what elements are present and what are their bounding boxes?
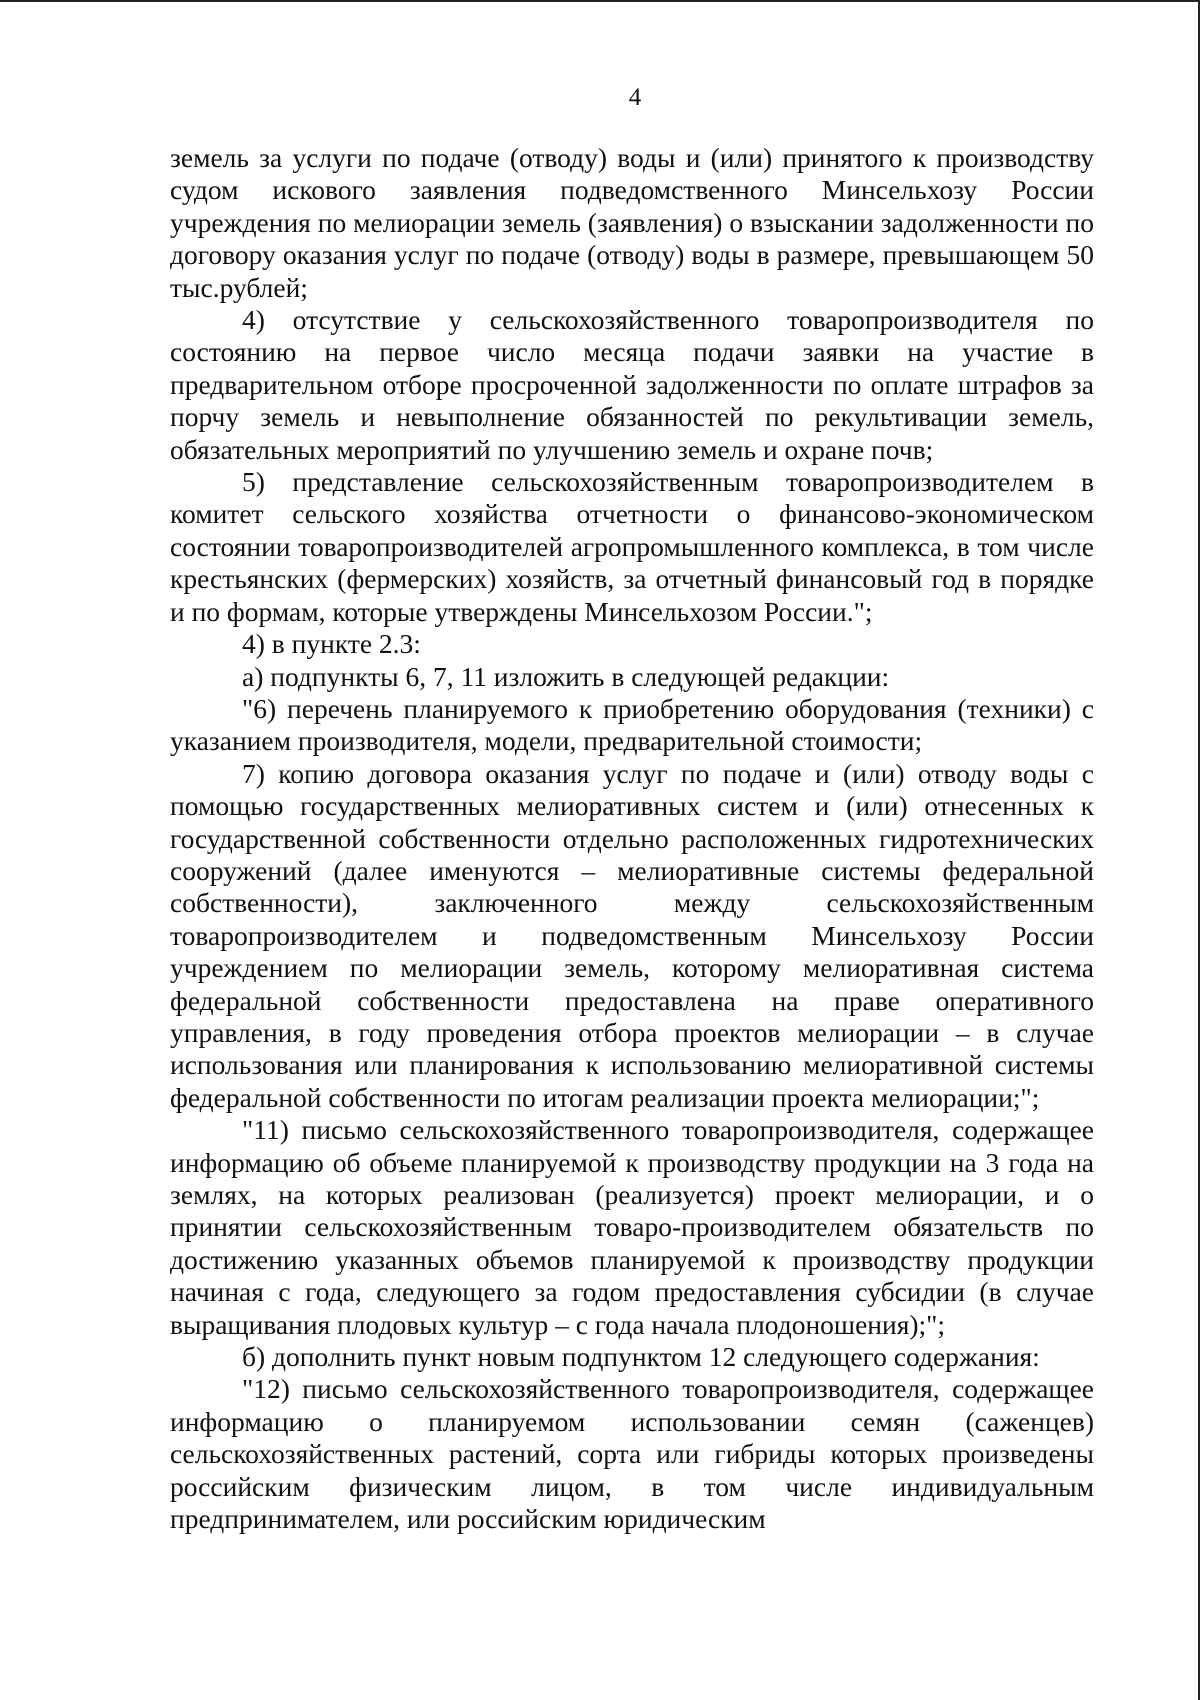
paragraph-item-5-reporting: 5) представление сельскохозяйственным товаропроизводителем в комитет сельского хозяйства отчетности о финансово-экономическом состоянии товаропроизводителей агропромышленного комплекса, в том числе крестьянских (фермерских) хозяйств, за отчетный финансовый год в порядке и по формам, которые утверждены Минсельхозом России."; <box>170 466 1094 627</box>
paragraph-continuation: земель за услуги по подаче (отводу) воды и (или) принятого к производству судом искового заявления подведомственного Минсельхозу России учреждения по мелиорации земель (заявления) о взыскании задолженности по договору оказания услуг по подаче (отводу) воды в размере, превышающем 50 тыс.рублей; <box>170 142 1094 303</box>
paragraph-subclause-6: "6) перечень планируемого к приобретению оборудования (техники) с указанием производителя, модели, предварительной стоимости; <box>170 692 1094 757</box>
paragraph-subclause-12: "12) письмо сельскохозяйственного товаропроизводителя, содержащее информацию о планируемом использовании семян (саженцев) сельскохозяйственных растений, сорта или гибриды которых произведены российским физическим лицом, в том числе индивидуальным предпринимателем, или российским юридическим <box>170 1373 1094 1535</box>
paragraph-subclause-11: "11) письмо сельскохозяйственного товаропроизводителя, содержащее информацию об объеме планируемой к производству продукции на 3 года на землях, на которых реализован (реализуется) проект мелиорации, и о принятии сельскохозяйственным товаро-производителем обязательств по достижению указанных объемов планируемой к производству продукции начиная с года, следующего за годом предоставления субсидии (в случае выращивания плодовых культур – с года начала плодоношения);"; <box>170 1114 1094 1340</box>
paragraph-item-4-absence-of-debt: 4) отсутствие у сельскохозяйственного товаропроизводителя по состоянию на первое число месяца подачи заявки на участие в предварительном отборе просроченной задолженности по оплате штрафов за порчу земель и невыполнение обязанностей по рекультивации земель, обязательных мероприятий по улучшению земель и охране почв; <box>170 304 1094 465</box>
page-number: 4 <box>628 84 642 111</box>
paragraph-amendment-clause-2-3: 4) в пункте 2.3: <box>242 628 421 660</box>
scan-border-top <box>0 0 1200 2</box>
document-body <box>170 142 1094 1535</box>
paragraph-add-subclause-12: б) дополнить пункт новым подпунктом 12 следующего содержания: <box>242 1341 1040 1373</box>
paragraph-subclauses-intro: а) подпункты 6, 7, 11 изложить в следующей редакции: <box>242 660 890 692</box>
paragraph-subclause-7: 7) копию договора оказания услуг по подаче и (или) отводу воды с помощью государственных мелиоративных систем и (или) отнесенных к государственной собственности отдельно расположенных гидротехнических сооружений (далее именуются – мелиоративные системы федеральной собственности), заключенного между сельскохозяйственным товаропроизводителем и подведомственным Минсельхозу России учреждением по мелиорации земель, которому мелиоративная система федеральной собственности предоставлена на праве оперативного управления, в году проведения отбора проектов мелиорации – в случае использования или планирования к использованию мелиоративной системы федеральной собственности по итогам реализации проекта мелиорации;"; <box>170 757 1094 1113</box>
